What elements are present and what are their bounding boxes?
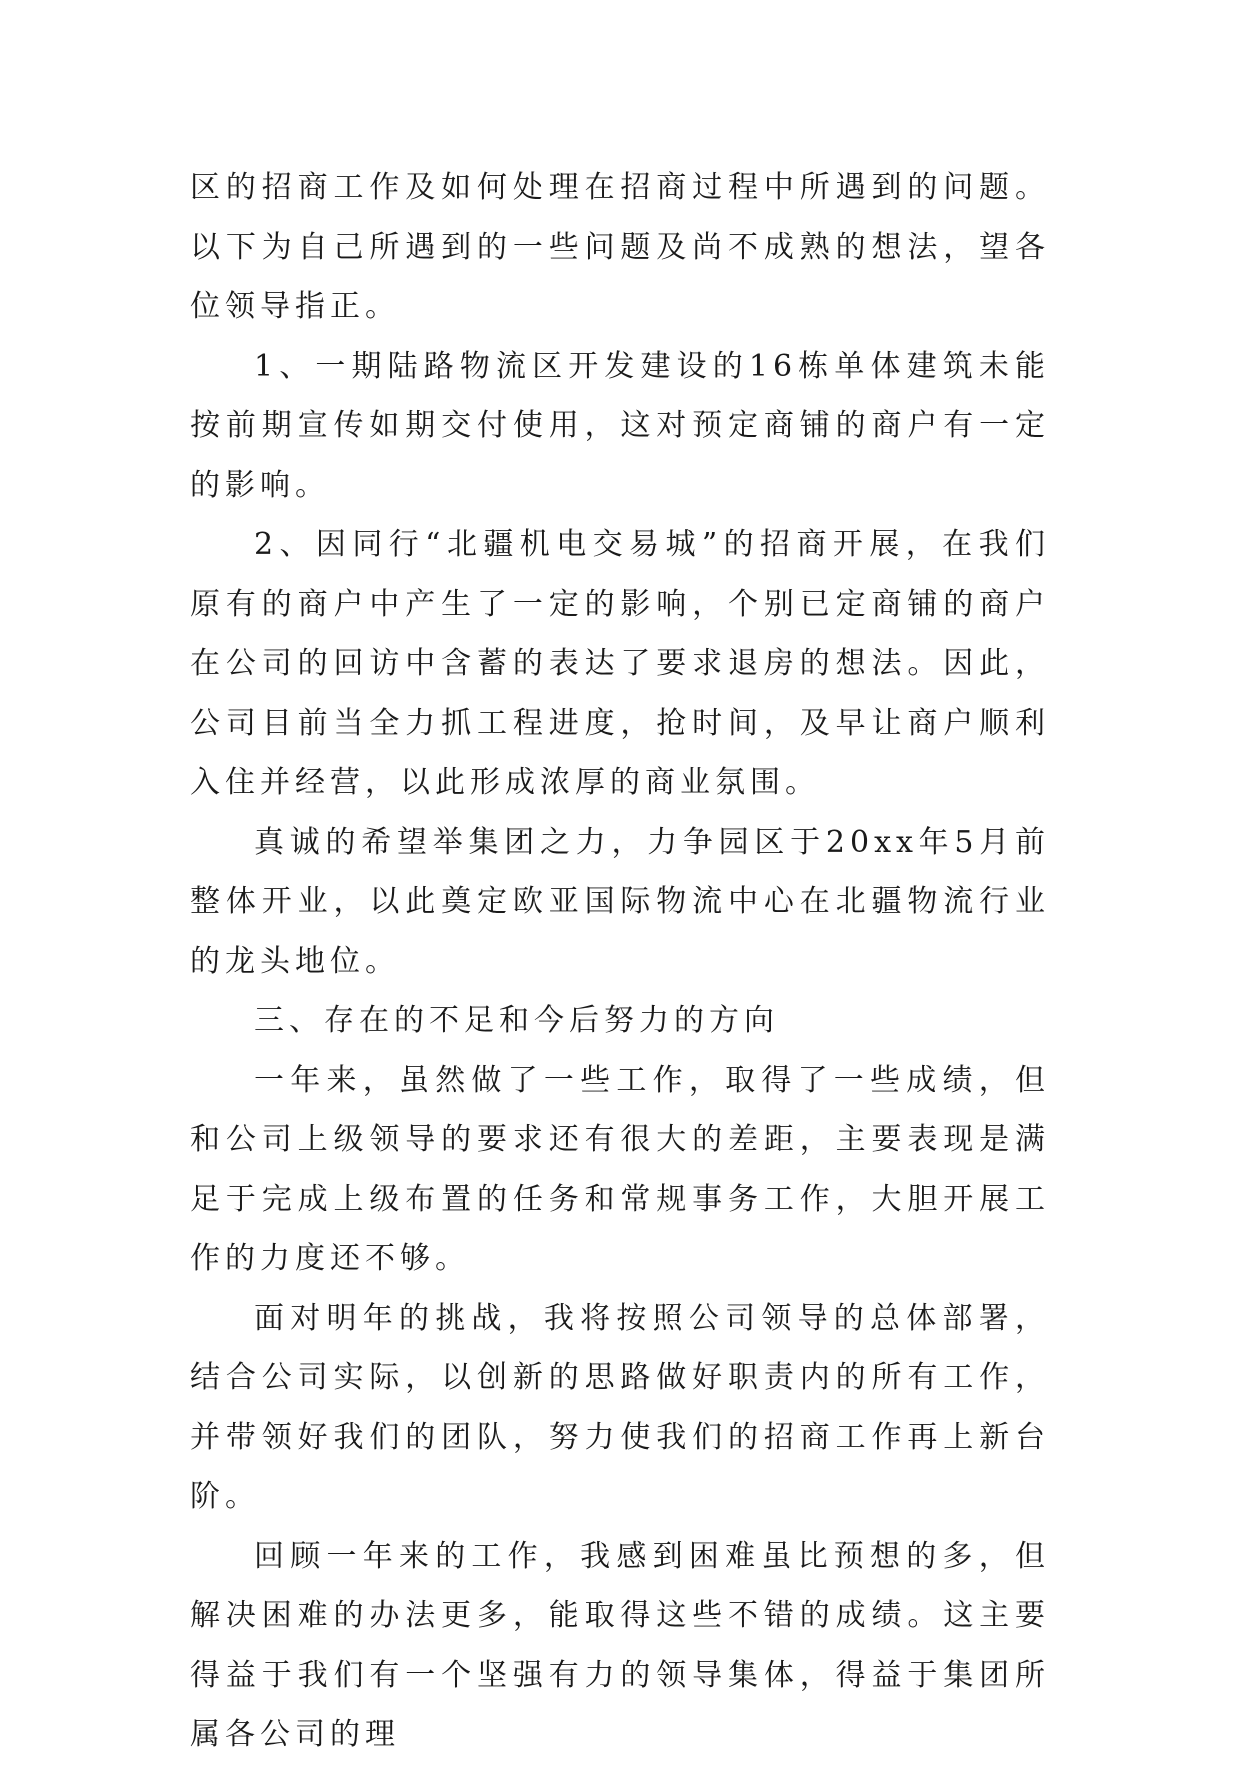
paragraph-5: 一年来，虽然做了一些工作，取得了一些成绩，但和公司上级领导的要求还有很大的差距，主要表现是满足于完成上级布置的任务和常规事务工作，大胆开展工作的力度还不够。: [190, 1062, 1050, 1276]
paragraph-2: 1、一期陆路物流区开发建设的16栋单体建筑未能按前期宣传如期交付使用，这对预定商铺的商户有一定的影响。: [190, 348, 1050, 503]
document-body: [190, 158, 1050, 1765]
paragraph-7: 回顾一年来的工作，我感到困难虽比预想的多，但解决困难的办法更多，能取得这些不错的成绩。这主要得益于我们有一个坚强有力的领导集体，得益于集团所属各公司的理: [190, 1538, 1050, 1752]
paragraph-3: 2、因同行“北疆机电交易城”的招商开展，在我们原有的商户中产生了一定的影响，个别已定商铺的商户在公司的回访中含蓄的表达了要求退房的想法。因此，公司目前当全力抓工程进度，抢时间，及早让商户顺利入住并经营，以此形成浓厚的商业氛围。: [190, 527, 1050, 800]
section-heading: 三、存在的不足和今后努力的方向: [254, 1003, 779, 1038]
paragraph-4: 真诚的希望举集团之力，力争园区于20xx年5月前整体开业，以此奠定欧亚国际物流中心在北疆物流行业的龙头地位。: [190, 824, 1050, 979]
paragraph-6: 面对明年的挑战，我将按照公司领导的总体部署，结合公司实际，以创新的思路做好职责内的所有工作，并带领好我们的团队，努力使我们的招商工作再上新台阶。: [190, 1300, 1050, 1514]
paragraph-1: 区的招商工作及如何处理在招商过程中所遇到的问题。以下为自己所遇到的一些问题及尚不成熟的想法，望各位领导指正。: [190, 170, 1050, 324]
